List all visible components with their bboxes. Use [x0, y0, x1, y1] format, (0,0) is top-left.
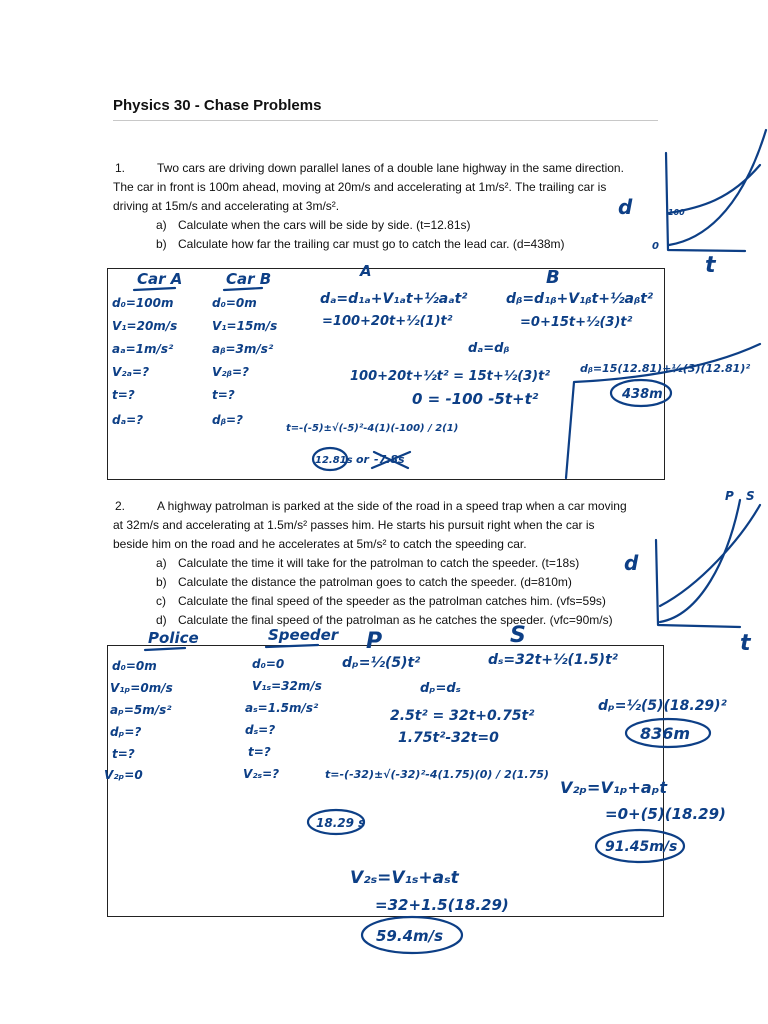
answer-vs: 59.4m/s — [376, 927, 444, 945]
problem-1b-text: Calculate how far the trailing car must go to catch the lead car. (d=438m) — [178, 237, 565, 251]
graph-2-x-label: t — [740, 631, 751, 656]
graph-2-label-p: P — [725, 489, 734, 503]
label-car-b: Car B — [226, 270, 272, 288]
underline-car-b — [224, 288, 262, 290]
problem-1-line2: The car in front is 100m ahead, moving at 20m/s and accelerating at 1m/s². The trailing car is — [113, 180, 607, 194]
problem-2d-letter: d) — [156, 613, 167, 627]
problem-2c-letter: c) — [156, 594, 166, 608]
label-police: Police — [148, 629, 199, 647]
car-a-d0: d₀=100m — [112, 296, 174, 310]
car-b-d: dᵦ=? — [212, 413, 244, 427]
eq-car-b-1: dᵦ=d₁ᵦ+V₁ᵦt+½aᵦt² — [506, 291, 654, 307]
problem-2a-letter: a) — [156, 556, 167, 570]
graph-2-axes — [656, 540, 740, 627]
eq-speeder-speed-2: =32+1.5(18.29) — [375, 896, 509, 914]
label-car-a: Car A — [137, 270, 183, 288]
speeder-d0: d₀=0 — [252, 657, 285, 671]
graph-2 — [624, 489, 760, 656]
eq-step-2: 1.75t²-32t=0 — [398, 730, 499, 746]
police-a: aₚ=5m/s² — [110, 703, 172, 717]
problem-2b-text: Calculate the distance the patrolman goes to catch the speeder. (d=810m) — [178, 575, 572, 589]
problem-1a-letter: a) — [156, 218, 167, 232]
graph-2-label-s: S — [746, 489, 755, 503]
police-t: t=? — [112, 747, 135, 761]
speeder-v2: V₂ₛ=? — [243, 767, 280, 781]
problem-1b-letter: b) — [156, 237, 167, 251]
car-b-a: aᵦ=3m/s² — [212, 342, 274, 356]
police-d0: d₀=0m — [112, 659, 157, 673]
eq-equal-distance: dₐ=dᵦ — [468, 341, 510, 356]
eq-patrol-speed-2: =0+(5)(18.29) — [605, 805, 726, 823]
eq-equal-distance-2: dₚ=dₛ — [420, 681, 461, 696]
answer-neg: -7.8s — [374, 453, 405, 466]
speeder-v1: V₁ₛ=32m/s — [252, 679, 322, 693]
underline-speeder — [266, 645, 318, 647]
graph-1-curve-b — [669, 130, 766, 245]
problem-2-number: 2. — [115, 499, 126, 513]
eq-police-distance: dₚ=½(5)t² — [342, 655, 421, 671]
eq-middle: 100+20t+½t² = 15t+½(3)t² — [350, 369, 551, 384]
eq-zero: 0 = -100 -5t+t² — [412, 390, 539, 408]
graph-2-y-label: d — [624, 551, 639, 575]
answer-d-2: 836m — [640, 724, 691, 743]
graph-2-curve-p — [660, 500, 740, 622]
problem-1-line3: driving at 15m/s and accelerating at 3m/s². — [113, 199, 340, 213]
graph-1 — [618, 130, 766, 278]
eq-patrol-speed-1: V₂ₚ=V₁ₚ+aₚt — [560, 778, 668, 797]
speeder-a: aₛ=1.5m/s² — [245, 701, 319, 715]
answer-t-2: 18.29 s — [316, 816, 366, 830]
label-speeder: Speeder — [268, 626, 339, 644]
graph-2-curve-s — [660, 505, 760, 606]
speeder-d: dₛ=? — [245, 723, 276, 737]
graph-1-x-label: t — [705, 253, 716, 278]
answer-d: 438m — [622, 387, 663, 402]
problem-1a-text: Calculate when the cars will be side by side. (t=12.81s) — [178, 218, 471, 232]
speeder-t: t=? — [248, 745, 271, 759]
eq-patrol-distance: dₚ=½(5)(18.29)² — [598, 698, 727, 714]
label-head-a: A — [360, 262, 372, 280]
eq-quadratic: t=-(-5)±√(-5)²-4(1)(-100) / 2(1) — [286, 423, 459, 434]
eq-car-b-2: =0+15t+½(3)t² — [520, 315, 633, 330]
police-v1: V₁ₚ=0m/s — [110, 681, 173, 695]
problem-1-number: 1. — [115, 161, 126, 175]
answer-t: 12.81s — [315, 455, 353, 466]
problem-2-line1: A highway patrolman is parked at the side of the road in a speed trap when a car moving — [157, 499, 627, 513]
box-1-work — [112, 262, 760, 478]
graph-1-y-label: d — [618, 195, 633, 219]
eq-speeder-distance: dₛ=32t+½(1.5)t² — [488, 652, 618, 668]
page-title: Physics 30 - Chase Problems — [113, 97, 322, 114]
eq-quadratic-2: t=-(-32)±√(-32)²-4(1.75)(0) / 2(1.75) — [325, 768, 549, 781]
eq-speeder-speed-1: V₂ₛ=V₁ₛ+aₛt — [350, 868, 459, 888]
car-a-v1: V₁=20m/s — [112, 319, 178, 333]
eq-distance: dᵦ=15(12.81)+½(3)(12.81)² — [580, 362, 751, 375]
police-d: dₚ=? — [110, 725, 142, 739]
label-head-s: S — [510, 623, 526, 648]
answer-or: or — [356, 453, 369, 466]
underline-police — [145, 648, 185, 650]
eq-step-1: 2.5t² = 32t+0.75t² — [390, 708, 535, 724]
problem-2b-letter: b) — [156, 575, 167, 589]
label-head-p: P — [366, 629, 383, 654]
car-a-a: aₐ=1m/s² — [112, 342, 174, 356]
graph-1-y-tick-0: 0 — [652, 241, 659, 252]
eq-car-a-2: =100+20t+½(1)t² — [322, 314, 453, 329]
underline-car-a — [134, 288, 175, 290]
answer-vp: 91.45m/s — [605, 839, 678, 855]
car-a-t: t=? — [112, 388, 135, 402]
eq-car-a-1: dₐ=d₁ₐ+V₁ₐt+½aₐt² — [320, 291, 468, 307]
graph-1-y-tick-100: 100 — [668, 208, 685, 217]
box-2-work — [104, 623, 728, 953]
problem-2-line2: at 32m/s and accelerating at 1.5m/s² passes him. He starts his pursuit right when the car is — [113, 518, 595, 532]
graph-1-curve-a — [669, 165, 760, 213]
problem-2c-text: Calculate the final speed of the speeder as the patrolman catches him. (vfs=59s) — [178, 594, 606, 608]
car-b-d0: d₀=0m — [212, 296, 257, 310]
car-b-v1: V₁=15m/s — [212, 319, 278, 333]
car-a-v2: V₂ₐ=? — [112, 365, 150, 379]
problem-2d-text: Calculate the final speed of the patrolman as he catches the speeder. (vfc=90m/s) — [178, 613, 613, 627]
problem-2a-text: Calculate the time it will take for the patrolman to catch the speeder. (t=18s) — [178, 556, 580, 570]
car-b-t: t=? — [212, 388, 235, 402]
problem-1-line1: Two cars are driving down parallel lanes of a double lane highway in the same direction. — [157, 161, 624, 175]
problem-2-line3: beside him on the road and he accelerates at 5m/s² to catch the speeding car. — [113, 537, 527, 551]
police-v2: V₂ₚ=0 — [104, 768, 143, 782]
car-b-v2: V₂ᵦ=? — [212, 365, 249, 379]
car-a-d: dₐ=? — [112, 413, 144, 427]
label-head-b: B — [546, 267, 560, 288]
